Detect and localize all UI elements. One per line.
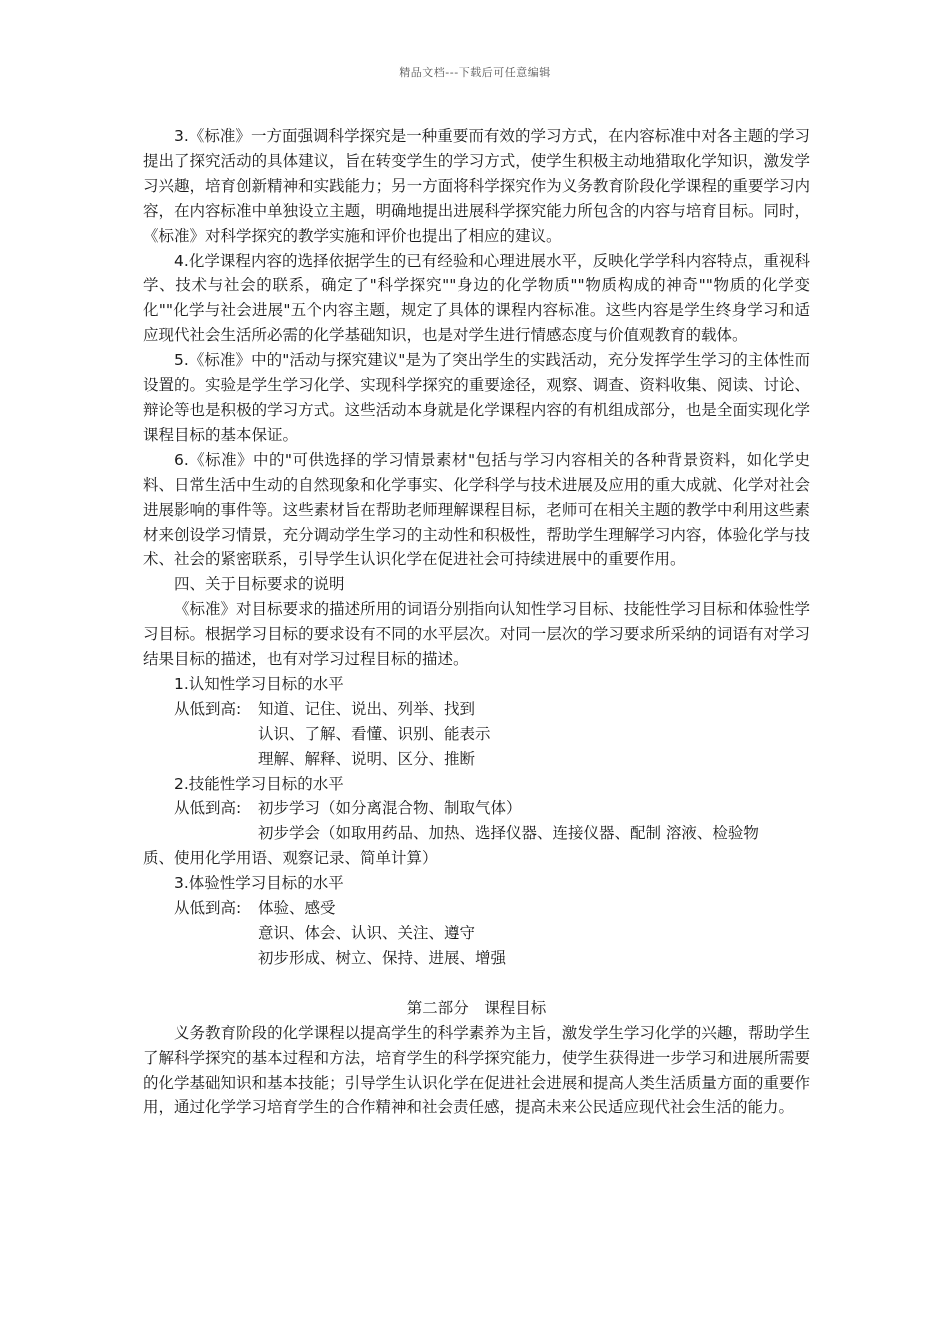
document-body [143, 124, 810, 1120]
cognitive-row-1 [143, 697, 810, 722]
skill-level-1: 初步学习（如分离混合物、制取气体） [258, 799, 522, 818]
part2-body: 义务教育阶段的化学课程以提高学生的科学素养为主旨，激发学生学习化学的兴趣，帮助学生了解科学探究的基本过程和方法，培育学生的科学探究能力，使学生获得进一步学习和进展所需要的化学基础知识和基本技能；引导学生认识化学在促进社会进展和提高人类生活质量方面的重要作用，通过化学学习培育学生的合作精神和社会责任感，提高未来公民适应现代社会生活的能力。 [143, 1023, 810, 1117]
cognitive-level-1: 知道、记住、说出、列举、找到 [258, 699, 476, 718]
cognitive-row-3 [143, 747, 810, 772]
cognitive-level-3: 理解、解释、说明、区分、推断 [258, 749, 476, 768]
experience-title: 3.体验性学习目标的水平 [174, 874, 344, 893]
paragraph-4: 4.化学课程内容的选择依据学生的已有经验和心理进展水平，反映化学学科内容特点，重视科学、技术与社会的联系，确定了"科学探究""身边的化学物质""物质构成的神奇""物质的化学变化""化学与社会进展"五个内容主题，规定了具体的课程内容标准。这些内容是学生终身学习和适应现代社会生活所必需的化学基础知识，也是对学生进行情感态度与价值观教育的载体。 [143, 251, 810, 345]
experience-level-3: 初步形成、树立、保持、进展、增强 [258, 948, 507, 967]
page-header: 精品文档---下载后可任意编辑 [399, 66, 551, 79]
experience-level-1: 体验、感受 [258, 899, 336, 918]
paragraph-3: 3.《标准》一方面强调科学探究是一种重要而有效的学习方式，在内容标准中对各主题的学习提出了探究活动的具体建议，旨在转变学生的学习方式，使学生积极主动地猎取化学知识，激发学习兴趣，培育创新精神和实践能力；另一方面将科学探究作为义务教育阶段化学课程的重要学习内容，在内容标准中单独设立主题，明确地提出进展科学探究能力所包含的内容与培育目标。同时，《标准》对科学探究的教学实施和评价也提出了相应的建议。 [143, 127, 810, 245]
experience-row-1 [143, 896, 810, 921]
cognitive-level-2: 认识、了解、看懂、识别、能表示 [258, 724, 491, 743]
section-heading-4: 四、关于目标要求的说明 [174, 575, 345, 594]
experience-lead: 从低到高: [174, 899, 242, 918]
skill-row-1 [143, 796, 810, 821]
skill-level-2a: 初步学会（如取用药品、加热、选择仪器、连接仪器、配制 溶液、检验物 [258, 824, 759, 843]
skill-level-2b: 质、使用化学用语、观察记录、简单计算） [143, 849, 438, 868]
paragraph-6: 6.《标准》中的"可供选择的学习情景素材"包括与学习内容相关的各种背景资料，如化学史料、日常生活中生动的自然现象和化学事实、化学科学与技术进展及应用的重大成就、化学对社会进展影响的事件等。这些素材旨在帮助老师理解课程目标，老师可在相关主题的教学中利用这些素材来创设学习情景，充分调动学生学习的主动性和积极性，帮助学生理解学习内容，体验化学与技术、社会的紧密联系，引导学生认识化学在促进社会可持续进展中的重要作用。 [143, 450, 810, 569]
skill-lead: 从低到高: [174, 799, 242, 818]
skill-title: 2.技能性学习目标的水平 [174, 774, 344, 793]
intro-paragraph: 《标准》对目标要求的描述所用的词语分别指向认知性学习目标、技能性学习目标和体验性学习目标。根据学习目标的要求设有不同的水平层次。对同一层次的学习要求所采纳的词语有对学习结果目标的描述，也有对学习过程目标的描述。 [143, 600, 810, 669]
cognitive-lead: 从低到高: [174, 699, 242, 718]
experience-row-2 [143, 921, 810, 946]
cognitive-row-2 [143, 722, 810, 747]
experience-row-3 [143, 946, 810, 971]
experience-level-2: 意识、体会、认识、关注、遵守 [258, 924, 476, 942]
paragraph-5: 5.《标准》中的"活动与探究建议"是为了突出学生的实践活动，充分发挥学生学习的主体性而设置的。实验是学生学习化学、实现科学探究的重要途径，观察、调查、资料收集、阅读、讨论、辩论等也是积极的学习方式。这些活动本身就是化学课程内容的有机组成部分，也是全面实现化学课程目标的基本保证。 [143, 351, 810, 444]
cognitive-title: 1.认知性学习目标的水平 [174, 674, 344, 693]
part2-title: 第二部分 课程目标 [406, 998, 547, 1017]
skill-row-2 [143, 821, 810, 846]
